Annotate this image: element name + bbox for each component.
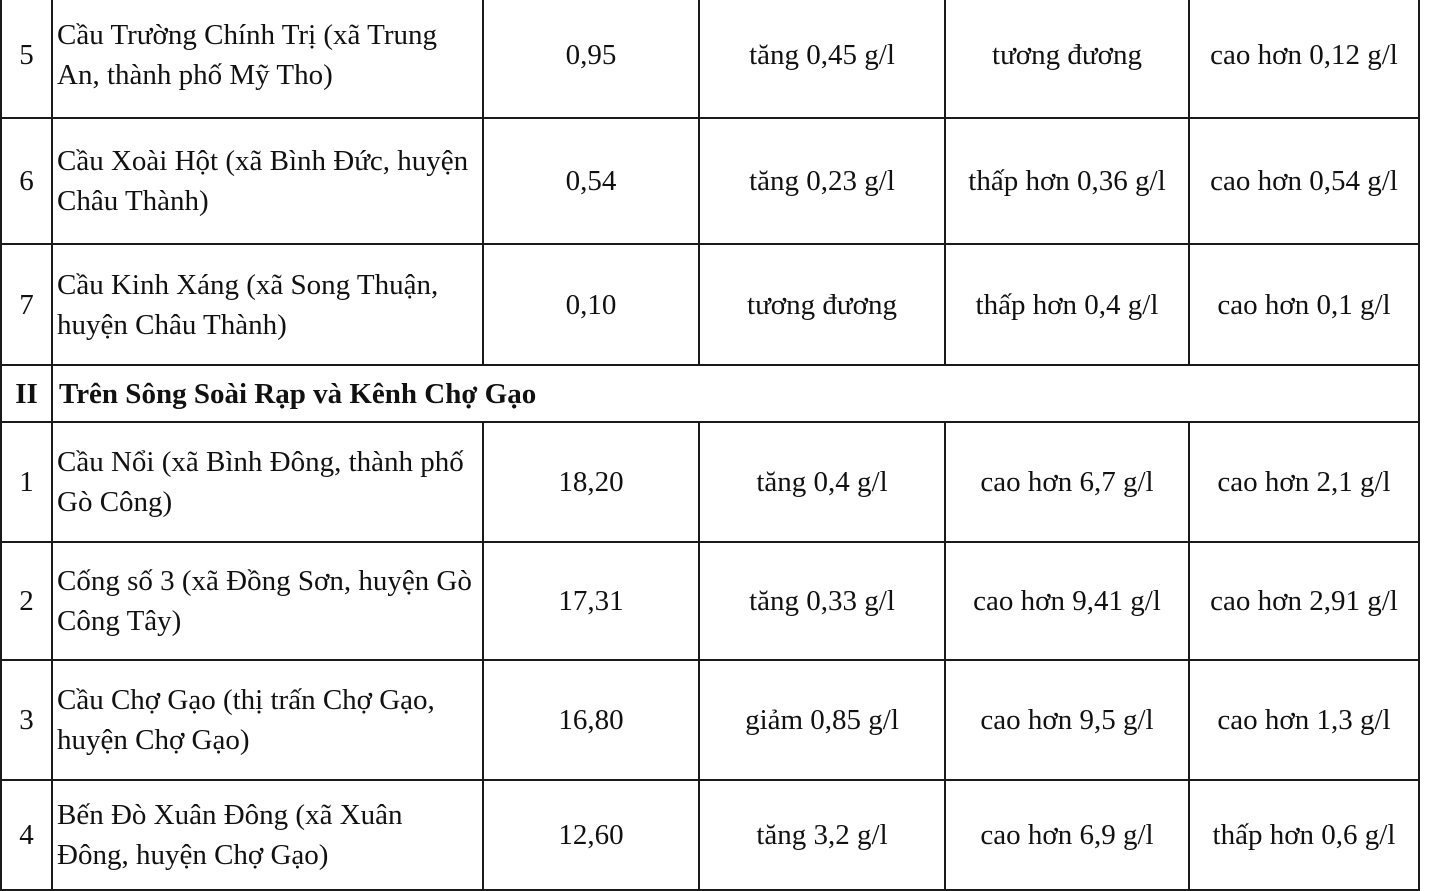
row-number: 3: [1, 660, 52, 780]
compare-b-cell: cao hơn 1,3 g/l: [1189, 660, 1419, 780]
compare-a-cell: cao hơn 6,9 g/l: [945, 780, 1189, 890]
table-row: [1, 660, 1419, 780]
salinity-value: 0,10: [483, 244, 699, 365]
compare-a-cell: tương đương: [945, 0, 1189, 118]
compare-a-cell: cao hơn 9,41 g/l: [945, 542, 1189, 660]
compare-a-cell: thấp hơn 0,4 g/l: [945, 244, 1189, 365]
change-prev-cell: tăng 0,45 g/l: [699, 0, 945, 118]
row-number: 4: [1, 780, 52, 890]
compare-a-cell: cao hơn 9,5 g/l: [945, 660, 1189, 780]
location-cell: Cầu Chợ Gạo (thị trấn Chợ Gạo, huyện Chợ Gạo): [52, 660, 483, 780]
change-prev-cell: tương đương: [699, 244, 945, 365]
section-number: II: [1, 365, 52, 422]
row-number: 7: [1, 244, 52, 365]
compare-b-cell: cao hơn 2,1 g/l: [1189, 422, 1419, 542]
salinity-value: 0,95: [483, 0, 699, 118]
compare-b-cell: cao hơn 2,91 g/l: [1189, 542, 1419, 660]
table-row: [1, 422, 1419, 542]
change-prev-cell: tăng 0,23 g/l: [699, 118, 945, 244]
location-cell: Cống số 3 (xã Đồng Sơn, huyện Gò Công Tây): [52, 542, 483, 660]
change-prev-cell: tăng 0,4 g/l: [699, 422, 945, 542]
salinity-value: 18,20: [483, 422, 699, 542]
salinity-value: 0,54: [483, 118, 699, 244]
compare-b-cell: thấp hơn 0,6 g/l: [1189, 780, 1419, 890]
table-row: [1, 118, 1419, 244]
row-number: 5: [1, 0, 52, 118]
compare-b-cell: cao hơn 0,12 g/l: [1189, 0, 1419, 118]
compare-b-cell: cao hơn 0,1 g/l: [1189, 244, 1419, 365]
table-row: [1, 244, 1419, 365]
location-cell: Cầu Xoài Hột (xã Bình Đức, huyện Châu Thành): [52, 118, 483, 244]
location-cell: Cầu Trường Chính Trị (xã Trung An, thành phố Mỹ Tho): [52, 0, 483, 118]
location-cell: Cầu Nổi (xã Bình Đông, thành phố Gò Công): [52, 422, 483, 542]
section-header-row: [1, 365, 1419, 422]
table-row: [1, 780, 1419, 890]
salinity-value: 16,80: [483, 660, 699, 780]
row-number: 1: [1, 422, 52, 542]
table-row: [1, 0, 1419, 118]
compare-a-cell: cao hơn 6,7 g/l: [945, 422, 1189, 542]
table-row: [1, 542, 1419, 660]
compare-a-cell: thấp hơn 0,36 g/l: [945, 118, 1189, 244]
section-title: Trên Sông Soài Rạp và Kênh Chợ Gạo: [52, 365, 1419, 422]
change-prev-cell: giảm 0,85 g/l: [699, 660, 945, 780]
location-cell: Cầu Kinh Xáng (xã Song Thuận, huyện Châu Thành): [52, 244, 483, 365]
salinity-value: 12,60: [483, 780, 699, 890]
salinity-value: 17,31: [483, 542, 699, 660]
location-cell: Bến Đò Xuân Đông (xã Xuân Đông, huyện Chợ Gạo): [52, 780, 483, 890]
row-number: 6: [1, 118, 52, 244]
change-prev-cell: tăng 0,33 g/l: [699, 542, 945, 660]
compare-b-cell: cao hơn 0,54 g/l: [1189, 118, 1419, 244]
change-prev-cell: tăng 3,2 g/l: [699, 780, 945, 890]
row-number: 2: [1, 542, 52, 660]
